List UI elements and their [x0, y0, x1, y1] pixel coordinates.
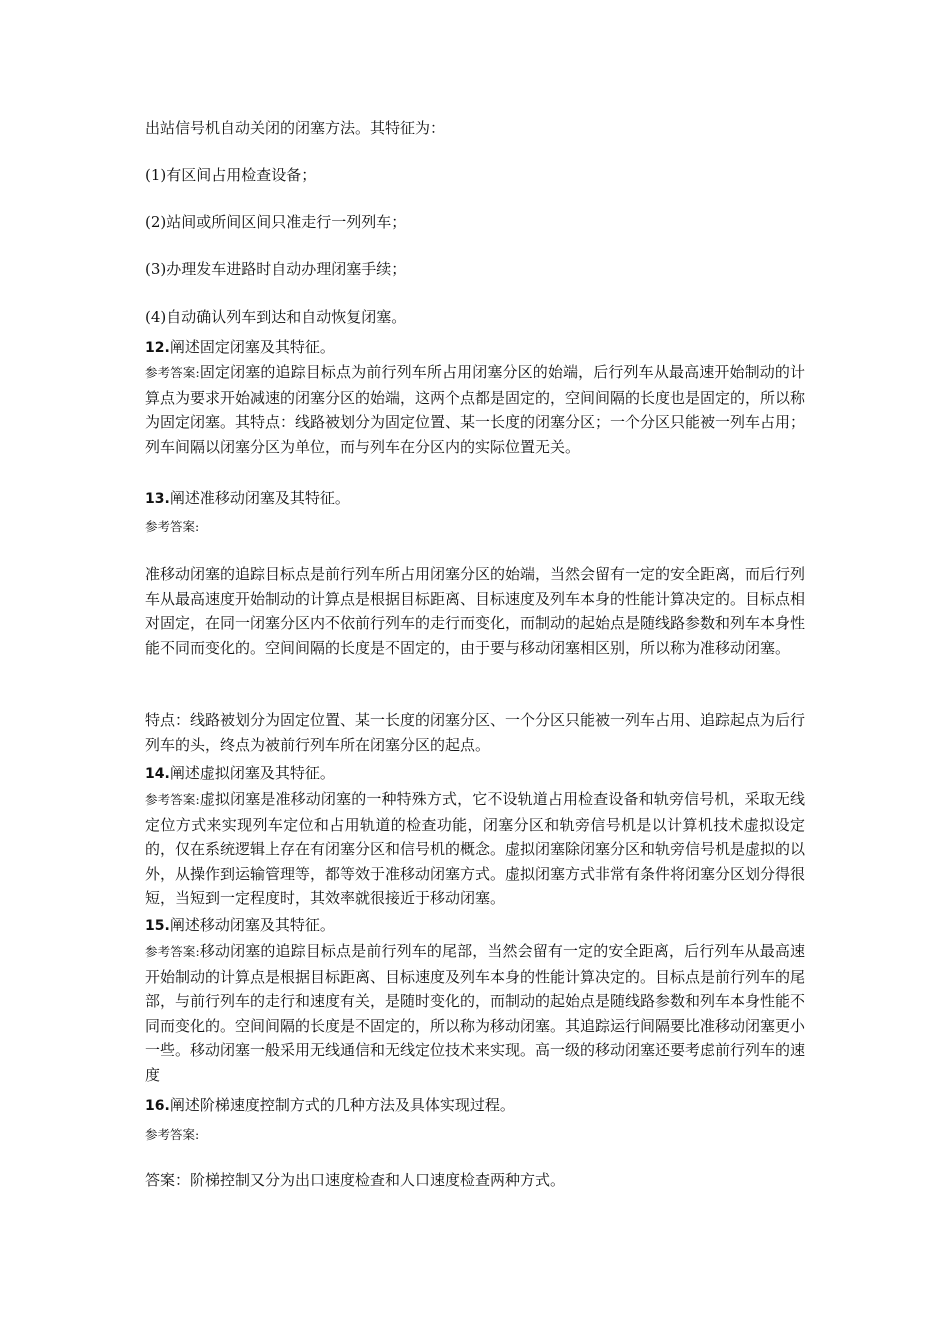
- question-number: 16.: [145, 1098, 170, 1114]
- question-15-answer: [145, 939, 805, 1087]
- question-number: 15.: [145, 918, 170, 934]
- question-title: 阐述准移动闭塞及其特征。: [169, 489, 350, 507]
- question-title: 阐述固定闭塞及其特征。: [169, 338, 335, 356]
- question-16-heading: [145, 1094, 805, 1117]
- feature-item-1: (1)有区间占用检查设备；: [145, 166, 317, 184]
- answer-label: 参考答案:: [145, 365, 200, 380]
- answer-label: 参考答案:: [145, 1127, 200, 1142]
- question-14-answer: [145, 787, 805, 911]
- question-title: 阐述移动闭塞及其特征。: [169, 916, 335, 934]
- question-number: 14.: [145, 766, 170, 782]
- question-number: 12.: [145, 340, 170, 356]
- intro-lead: 出站信号机自动关闭的闭塞方法。其特征为：: [145, 119, 446, 137]
- question-12-answer: [145, 360, 805, 459]
- feature-item-4: (4)自动确认列车到达和自动恢复闭塞。: [145, 308, 407, 326]
- answer-label: 参考答案:: [145, 519, 200, 534]
- question-title: 阐述虚拟闭塞及其特征。: [169, 764, 335, 782]
- answer-label: 参考答案:: [145, 944, 200, 959]
- feature-item-2: (2)站间或所间区间只准走行一列列车；: [145, 213, 407, 231]
- question-12-heading: [145, 336, 805, 359]
- question-13-answer-para-1: 准移动闭塞的追踪目标点是前行列车所占用闭塞分区的始端，当然会留有一定的安全距离，而后行列车从最高速度开始制动的计算点是根据目标距离、目标速度及列车本身的性能计算决定的。目标点相对固定，在同一闭塞分区内不依前行列车的走行而变化，而制动的起始点是随线路参数和列车本身性能不同而变化的。空间间隔的长度是不固定的，由于要与移动闭塞相区别，所以称为准移动闭塞。: [145, 565, 806, 657]
- question-number: 13.: [145, 491, 170, 507]
- question-title: 阐述阶梯速度控制方式的几种方法及具体实现过程。: [169, 1096, 515, 1114]
- answer-label: 参考答案:: [145, 792, 200, 807]
- question-13-heading: [145, 487, 805, 510]
- question-13-answer-para-2: 特点：线路被划分为固定位置、某一长度的闭塞分区、一个分区只能被一列车占用、追踪起点为后行列车的头，终点为被前行列车所在闭塞分区的起点。: [145, 711, 806, 754]
- question-16-answer-para-1: 答案：阶梯控制又分为出口速度检查和人口速度检查两种方式。: [145, 1171, 566, 1189]
- question-14-heading: [145, 762, 805, 785]
- question-15-heading: [145, 914, 805, 937]
- answer-text: 虚拟闭塞是准移动闭塞的一种特殊方式，它不设轨道占用检查设备和轨旁信号机，采取无线定位方式来实现列车定位和占用轨道的检查功能，闭塞分区和轨旁信号机是以计算机技术虚拟设定的，仅在系统逻辑上存在有闭塞分区和信号机的概念。虚拟闭塞除闭塞分区和轨旁信号机是虚拟的以外，从操作到运输管理等，都等效于准移动闭塞方式。虚拟闭塞方式非常有条件将闭塞分区划分得很短，当短到一定程度时，其效率就很接近于移动闭塞。: [145, 790, 806, 907]
- answer-text: 固定闭塞的追踪目标点为前行列车所占用闭塞分区的始端，后行列车从最高速开始制动的计算点为要求开始减速的闭塞分区的始端，这两个点都是固定的，空间间隔的长度也是固定的，所以称为固定闭塞。其特点：线路被划分为固定位置、某一长度的闭塞分区；一个分区只能被一列车占用；列车间隔以闭塞分区为单位，而与列车在分区内的实际位置无关。: [145, 363, 806, 456]
- feature-item-3: (3)办理发车进路时自动办理闭塞手续；: [145, 260, 407, 278]
- answer-text: 移动闭塞的追踪目标点是前行列车的尾部，当然会留有一定的安全距离，后行列车从最高速开始制动的计算点是根据目标距离、目标速度及列车本身的性能计算决定的。目标点是前行列车的尾部，与前行列车的走行和速度有关，是随时变化的，而制动的起始点是随线路参数和列车本身性能不同而变化的。空间间隔的长度是不固定的，所以称为移动闭塞。其追踪运行间隔要比准移动闭塞更小一些。移动闭塞一般采用无线通信和无线定位技术来实现。高一级的移动闭塞还要考虑前行列车的速度: [145, 942, 806, 1084]
